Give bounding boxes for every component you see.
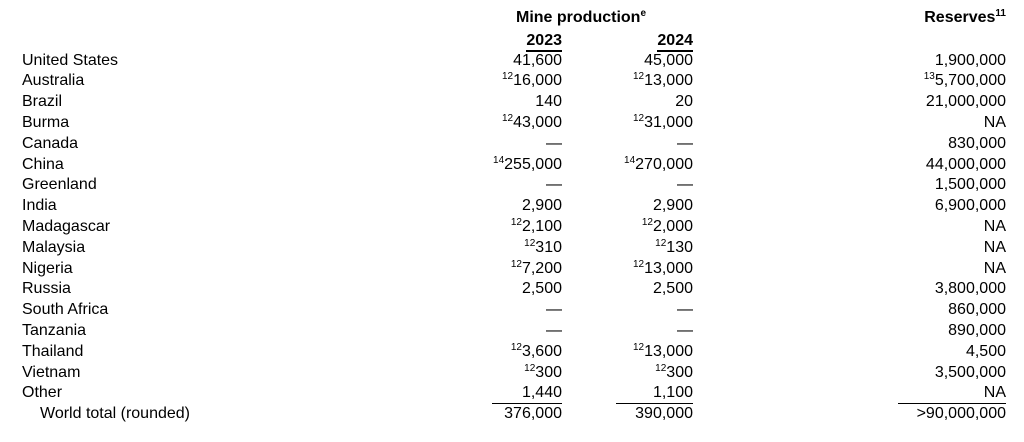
- country-name: World total (rounded): [40, 405, 190, 423]
- production-2024-note: 12: [632, 258, 645, 270]
- production-2024: [633, 71, 693, 92]
- production-2024: [653, 279, 693, 300]
- production-2023-note: 12: [510, 258, 522, 270]
- production-2024-value: 13,000: [644, 259, 693, 277]
- production-2024-note: 12: [655, 362, 667, 374]
- reserves: [948, 321, 1006, 342]
- production-2024-note: 12: [655, 237, 667, 249]
- production-2023-value: 1,440: [521, 384, 562, 402]
- table-row: [0, 300, 1024, 321]
- country-name: Greenland: [22, 176, 97, 194]
- production-2024: [675, 92, 693, 113]
- production-2023-value: 2,100: [521, 217, 562, 235]
- reserves-note: 13: [923, 71, 935, 83]
- other-2023-underline: [492, 403, 562, 404]
- reserves-value: 1,500,000: [934, 176, 1006, 194]
- production-2024: [677, 300, 693, 321]
- country-name: Australia: [22, 72, 85, 90]
- reserves: [984, 217, 1006, 238]
- production-2023: [522, 196, 562, 217]
- production-2023: [522, 279, 562, 300]
- country-name: Nigeria: [22, 259, 73, 277]
- production-2023-value: 41,600: [513, 51, 562, 69]
- production-2023-note: 12: [501, 71, 514, 83]
- production-2024-value: 2,000: [652, 217, 693, 235]
- country-name: United States: [22, 51, 119, 69]
- reserves-value: 890,000: [948, 321, 1006, 339]
- production-2024-value: 20: [675, 93, 693, 111]
- production-2024-value: 300: [666, 363, 693, 381]
- production-2024: [653, 196, 693, 217]
- production-2024-value: 13,000: [644, 342, 693, 360]
- country-name: South Africa: [22, 301, 109, 319]
- country-name: Other: [22, 384, 63, 402]
- production-2023: [546, 321, 562, 342]
- reserves-value: 3,800,000: [934, 280, 1006, 298]
- mine-production-title: Mine production: [516, 9, 641, 26]
- reserves-note: 11: [995, 8, 1006, 19]
- reserves-value: NA: [983, 384, 1006, 402]
- production-2024-value: 13,000: [644, 72, 693, 90]
- production-2023: [511, 217, 562, 238]
- production-2023-value: 140: [535, 93, 562, 111]
- production-2023-value: —: [546, 321, 562, 339]
- table-row: [0, 155, 1024, 176]
- mine-production-header: [516, 8, 646, 30]
- production-2023: [546, 134, 562, 155]
- production-2023: [513, 51, 562, 72]
- production-2023-note: 12: [524, 237, 536, 249]
- production-2023-value: 255,000: [504, 155, 562, 173]
- production-2023: [502, 113, 562, 134]
- production-2023-value: 7,200: [521, 259, 562, 277]
- reserves: [926, 92, 1006, 113]
- reserves-value: 1,900,000: [934, 51, 1006, 69]
- reserves-value: 5,700,000: [934, 72, 1006, 90]
- reserves-value: 6,900,000: [934, 197, 1006, 215]
- table-row: [0, 51, 1024, 72]
- production-2023-value: 2,500: [521, 280, 562, 298]
- production-2023: [511, 342, 562, 363]
- production-2023: [546, 300, 562, 321]
- production-2024-note: 12: [641, 216, 653, 228]
- table-row: [0, 321, 1024, 342]
- production-2024: [653, 383, 693, 404]
- production-2024-value: —: [677, 176, 693, 194]
- reserves-value: NA: [983, 238, 1006, 256]
- production-2024-value: 31,000: [644, 113, 693, 131]
- reserves: [917, 404, 1006, 425]
- production-2024: [633, 342, 693, 363]
- reserves-value: 860,000: [948, 301, 1006, 319]
- reserves: [935, 175, 1006, 196]
- reserves-header: [924, 8, 1006, 30]
- production-2023-value: —: [546, 176, 562, 194]
- production-2024: [655, 363, 693, 384]
- production-2023-value: 376,000: [504, 405, 562, 423]
- country-name: Madagascar: [22, 217, 111, 235]
- country-name: China: [22, 155, 64, 173]
- table-row: [0, 404, 1024, 425]
- reserves: [984, 383, 1006, 404]
- country-name: Russia: [22, 280, 71, 298]
- reserves-value: NA: [983, 217, 1006, 235]
- country-name: Burma: [22, 113, 70, 131]
- reserves: [984, 238, 1006, 259]
- table-row: [0, 279, 1024, 300]
- table-row: [0, 71, 1024, 92]
- country-name: Malaysia: [22, 238, 86, 256]
- reserves: [935, 196, 1006, 217]
- production-2024-note: 12: [632, 71, 645, 83]
- production-2023-value: 300: [535, 363, 562, 381]
- production-2024: [633, 113, 693, 134]
- table-row: [0, 134, 1024, 155]
- reserves-value: 3,500,000: [934, 363, 1006, 381]
- reserves: [984, 113, 1006, 134]
- table-row: [0, 92, 1024, 113]
- reserves-value: NA: [983, 113, 1006, 131]
- production-2023-note: 12: [510, 341, 522, 353]
- production-2024-value: 270,000: [635, 155, 693, 173]
- production-2024: [677, 175, 693, 196]
- country-name: Vietnam: [22, 363, 81, 381]
- table-row: [0, 196, 1024, 217]
- production-2024: [642, 217, 693, 238]
- reserves: [926, 155, 1006, 176]
- production-2024-value: —: [677, 301, 693, 319]
- production-2023: [502, 71, 562, 92]
- country-name: Thailand: [22, 342, 84, 360]
- production-2024: [677, 134, 693, 155]
- production-2024-note: 12: [632, 112, 645, 124]
- production-2023-note: 12: [510, 216, 522, 228]
- production-2023: [493, 155, 562, 176]
- production-2024-value: 45,000: [644, 51, 693, 69]
- reserves-title: Reserves: [924, 9, 996, 26]
- production-2023: [524, 363, 562, 384]
- reserves-value: 21,000,000: [925, 93, 1006, 111]
- table-row: [0, 342, 1024, 363]
- reserves: [984, 259, 1006, 280]
- production-2023: [511, 259, 562, 280]
- reserves: [935, 363, 1006, 384]
- production-2023: [535, 92, 562, 113]
- reserves: [948, 134, 1006, 155]
- reserves: [948, 300, 1006, 321]
- production-2023: [546, 175, 562, 196]
- table-row: [0, 383, 1024, 404]
- table-row: [0, 259, 1024, 280]
- reserves: [966, 342, 1006, 363]
- reserves: [935, 51, 1006, 72]
- production-2024-value: 2,900: [652, 197, 693, 215]
- production-2023-value: —: [546, 134, 562, 152]
- production-2024: [635, 404, 693, 425]
- production-2024-value: —: [677, 134, 693, 152]
- other-reserves-underline: [898, 403, 1006, 404]
- reserves-value: >90,000,000: [916, 405, 1006, 423]
- production-2024: [677, 321, 693, 342]
- production-2024: [624, 155, 693, 176]
- mine-production-note: e: [640, 8, 646, 19]
- country-name: Brazil: [22, 93, 63, 111]
- production-2023-value: 2,900: [521, 197, 562, 215]
- table-row: [0, 113, 1024, 134]
- reserves-value: 830,000: [948, 134, 1006, 152]
- table-row: [0, 238, 1024, 259]
- production-2024: [655, 238, 693, 259]
- production-2024-note: 14: [624, 154, 636, 166]
- production-2023-value: —: [546, 301, 562, 319]
- production-2023-note: 14: [493, 154, 505, 166]
- production-2023-note: 12: [501, 112, 514, 124]
- reserves-value: NA: [983, 259, 1006, 277]
- production-2024-value: 2,500: [652, 280, 693, 298]
- production-2024-value: 1,100: [652, 384, 693, 402]
- production-2023-value: 43,000: [513, 113, 562, 131]
- production-2023-value: 310: [535, 238, 562, 256]
- production-2023: [524, 238, 562, 259]
- country-name: Canada: [22, 134, 79, 152]
- reserves: [924, 71, 1006, 92]
- table-row: [0, 175, 1024, 196]
- country-name: Tanzania: [22, 321, 87, 339]
- table-row: [0, 217, 1024, 238]
- other-2024-underline: [616, 403, 693, 404]
- table-row: [0, 363, 1024, 384]
- production-2024-note: 12: [632, 341, 645, 353]
- production-2024-value: 130: [666, 238, 693, 256]
- reserves-value: 4,500: [965, 342, 1006, 360]
- country-name: India: [22, 197, 57, 215]
- production-2023-value: 16,000: [513, 72, 562, 90]
- year-2024-header: 2024: [657, 31, 693, 52]
- year-2023-header: 2023: [526, 31, 562, 52]
- production-2024-value: —: [677, 321, 693, 339]
- production-2023-note: 12: [524, 362, 536, 374]
- production-2023: [522, 383, 562, 404]
- reserves-value: 44,000,000: [925, 155, 1006, 173]
- production-2023: [504, 404, 562, 425]
- production-2024-value: 390,000: [635, 405, 693, 423]
- production-2023-value: 3,600: [521, 342, 562, 360]
- production-2024: [633, 259, 693, 280]
- production-2024: [644, 51, 693, 72]
- reserves: [935, 279, 1006, 300]
